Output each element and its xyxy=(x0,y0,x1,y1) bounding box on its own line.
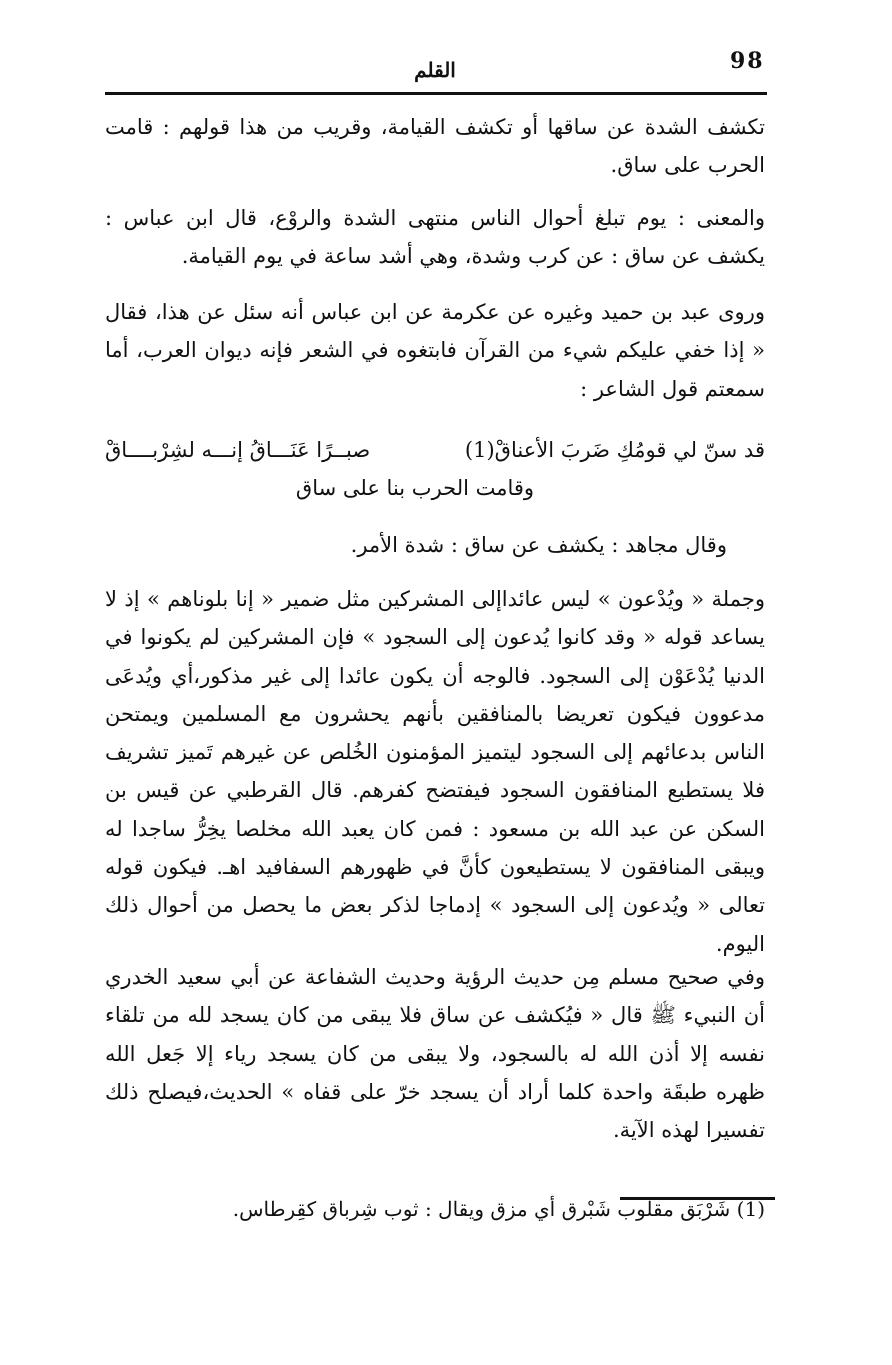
poem-verse xyxy=(105,431,765,508)
verse-line: وقامت الحرب بنا على ساق xyxy=(295,476,535,501)
page-number: 98 xyxy=(730,48,765,74)
paragraph: تكشف الشدة عن ساقها أو تكشف القيامة، وقريب من هذا قولهم : قامت الحرب على ساق. xyxy=(105,115,765,178)
footnote-text: (1) شَرْبَق مقلوب شَبْرق أي مزق ويقال : ثوب شِرباق كقِرطاس. xyxy=(232,1197,765,1221)
header-rule xyxy=(105,92,767,95)
footnote xyxy=(105,1190,765,1228)
verse-line xyxy=(105,431,765,469)
running-title: القلم xyxy=(414,58,456,82)
paragraph: وفي صحيح مسلم مِن حديث الرؤية وحديث الشفاعة عن أبي سعيد الخدري أن النبيء ﷺ قال « فيُكشف عن ساق فلا يبقى من كان يسجد لله من تلقاء نفسه إلا أذن الله له بالسجود، ولا يبقى من كان يسجد رياء إلا جَعل الله ظهره طبقَة واحدة كلما أراد أن يسجد خرّ على قفاه » الحديث،فيصلح ذلك تفسيرا لهذه الآية. xyxy=(105,965,766,1143)
paragraph: وجملة « ويُدْعون » ليس عائداإلى المشركين مثل ضمير « إنا بلوناهم » إذ لا يساعد قوله « وقد كانوا يُدعون إلى السجود » فإن المشركين لم يكونوا في الدنيا يُدْعَوْن إلى السجود. فالوجه أن يكون عائدا إلى غير مذكور،أي ويُدعَى مدعوون فيكون تعريضا بالمنافقين بأنهم يحشرون مع المسلمين ويمتحن الناس بدعائهم إلى السجود ليتميز المؤمنون الخُلص عن غيرهم تَميز تشريف فلا يستطيع المنافقون السجود فيفتضح كفرهم. قال القرطبي عن قيس بن السكن عن عبد الله بن مسعود : فمن كان يعبد الله مخلصا يخِرُّ ساجدا له ويبقى المنافقون لا يستطيعون كأنَّ في ظهورهم السفافيد اهـ. فيكون قوله تعالى « ويُدعون إلى السجود » إدماجا لذكر بعض ما يحصل من أحوال ذلك اليوم. xyxy=(105,587,765,956)
hemistich: قد سنّ لي قومُكِ ضَربَ الأعناقْ(1) xyxy=(464,438,765,462)
paragraph: والمعنى : يوم تبلغ أحوال الناس منتهى الشدة والروْع، قال ابن عباس : يكشف عن ساق : عن كرب وشدة، وهي أشد ساعة في يوم القيامة. xyxy=(105,206,765,269)
page-header xyxy=(105,48,765,92)
paragraph: وروى عبد بن حميد وغيره عن عكرمة عن ابن عباس أنه سئل عن هذا، فقال « إذا خفي عليكم شيء من القرآن فابتغوه في الشعر فإنه ديوان العرب، أما سمعتم قول الشاعر : xyxy=(105,300,765,401)
paragraph: وقال مجاهد : يكشف عن ساق : شدة الأمر. xyxy=(350,533,727,557)
hemistich: صبــرًا عَنَـــاقُ إنـــه لشِرْبــــاقْ xyxy=(105,438,371,462)
